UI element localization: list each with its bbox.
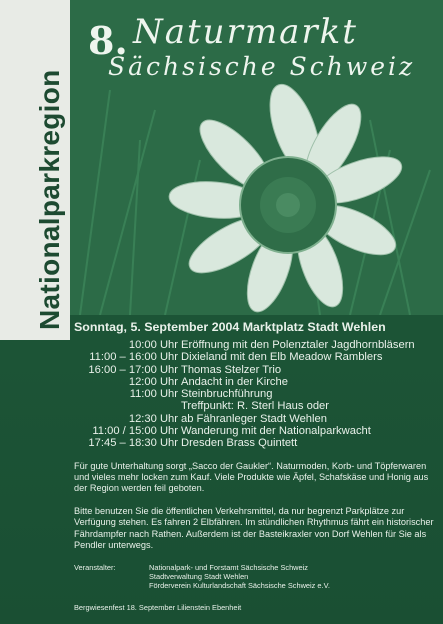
program-time: 12:00 Uhr	[128, 375, 178, 388]
title-number: 8.	[88, 18, 128, 63]
organizer-label: Veranstalter:	[74, 562, 116, 572]
program-event: Treffpunkt: R. Sterl Haus oder	[181, 400, 329, 413]
program-event: Andacht in der Kirche	[181, 375, 288, 388]
program-event: Steinbruchführung	[181, 388, 273, 401]
program-event: ab Fähranleger Stadt Wehlen	[181, 412, 327, 425]
organizer-item: Stadtverwaltung Stadt Wehlen	[149, 571, 249, 581]
program-time: 11:00 – 16:00 Uhr	[89, 351, 178, 364]
program-row	[74, 413, 436, 425]
side-banner	[0, 0, 70, 340]
program-list	[74, 339, 436, 450]
program-time: 11:00 / 15:00 Uhr	[92, 425, 178, 438]
program-row	[74, 400, 436, 412]
program-time: 11:00 Uhr	[129, 388, 178, 401]
side-label: Nationalparkregion	[34, 69, 65, 330]
program-event: Dresden Brass Quintett	[181, 437, 298, 450]
program-time: 16:00 – 17:00 Uhr	[88, 363, 178, 376]
program-row	[74, 388, 436, 400]
program-row	[74, 339, 436, 351]
program-event: Dixieland mit den Elb Meadow Ramblers	[181, 351, 383, 364]
description-paragraph: Für gute Unterhaltung sorgt „Sacco der Gaukler“. Naturmoden, Korb- und Töpferwaren und vieles mehr locken zum Kauf. Viele Produkte wie Äpfel, Schafskäse und Honig aus der Region werden feil geboten.	[74, 460, 429, 494]
organizers-block	[74, 563, 436, 591]
title-sub: Sächsische Schweiz	[108, 52, 416, 81]
organizer-item: Nationalpark- und Forstamt Sächsische Schweiz	[149, 562, 308, 572]
footer-note: Bergwiesenfest 18. September Lilienstein Ebenheit	[74, 602, 242, 612]
program-row	[74, 376, 436, 388]
transport-paragraph: Bitte benutzen Sie die öffentlichen Verkehrsmittel, da nur begrenzt Parkplätze zur Verfügung stehen. Es fahren 2 Elbfähren. Im stündlichen Rhythmus fährt ein historischer Fährdampfer nach Rathen. Außerdem ist der Basteikraxler von Dorf Wehlen für Sie als Pendler unterwegs.	[74, 505, 434, 551]
program-event: Eröffnung mit den Polenztaler Jagdhornbläsern	[181, 339, 415, 351]
program-time: 17:45 – 18:30 Uhr	[88, 437, 178, 450]
organizer-list	[149, 563, 330, 591]
program-time: 10:00 Uhr	[128, 339, 178, 351]
program-time: 12:30 Uhr	[128, 412, 178, 425]
flower-photo	[70, 0, 443, 315]
program-time	[74, 400, 181, 412]
title-main: Naturmarkt	[133, 12, 358, 52]
program-event: Thomas Stelzer Trio	[181, 363, 282, 376]
date-line: Sonntag, 5. September 2004 Marktplatz Stadt Wehlen	[74, 320, 386, 334]
program-event: Wanderung mit der Nationalparkwacht	[181, 425, 371, 438]
program-row	[74, 364, 436, 376]
program-row	[74, 351, 436, 363]
program-row	[74, 425, 436, 437]
poster-content	[74, 318, 436, 612]
program-row	[74, 437, 436, 449]
organizer-item: Förderverein Kulturlandschaft Sächsische Schweiz e.V.	[149, 581, 330, 591]
